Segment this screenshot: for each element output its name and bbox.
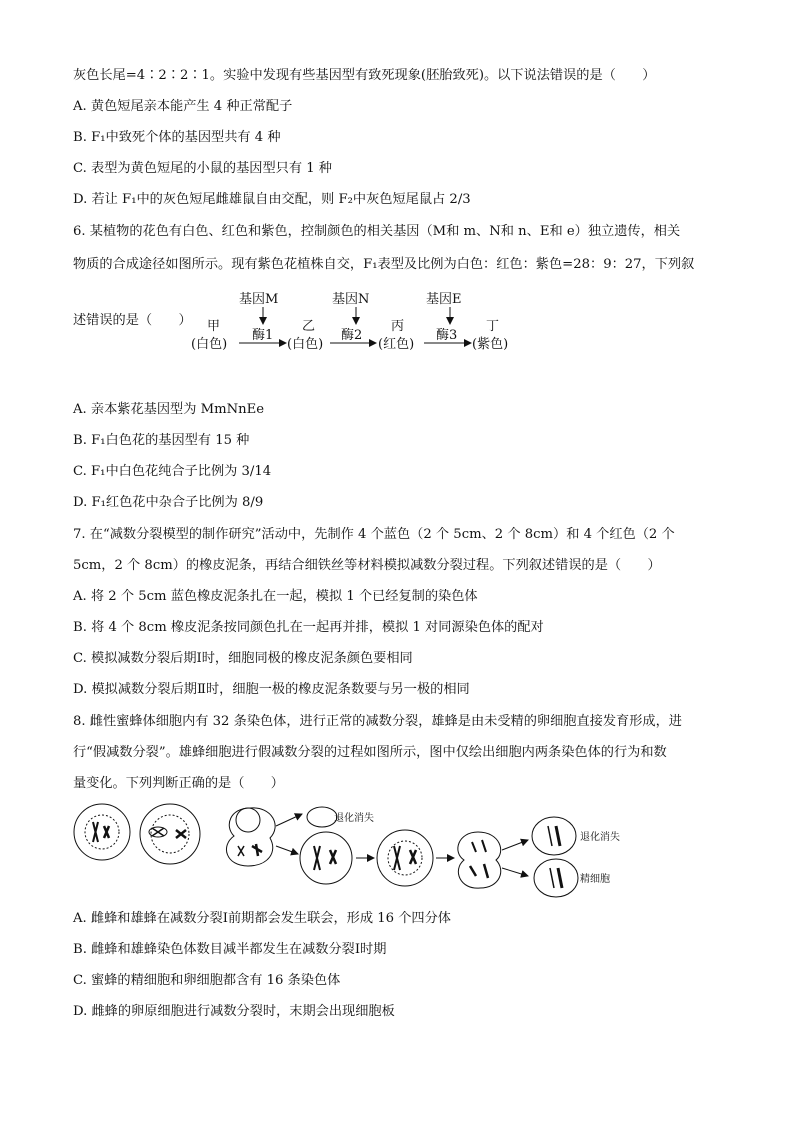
cell-6: [458, 832, 501, 888]
enzyme-1: 酶1: [252, 328, 274, 343]
q5-option-c: C. 表型为黄色短尾的小鼠的基因型只有 1 种: [73, 161, 332, 176]
enzyme-3: 酶3: [436, 328, 458, 343]
q8-option-d: D. 雌蜂的卵原细胞进行减数分裂时，末期会出现细胞板: [73, 1004, 395, 1019]
degenerate-cell-2: [532, 817, 576, 855]
q6-option-b: B. F₁白色花的基因型有 15 种: [73, 433, 250, 448]
substance-bing: 丙: [391, 319, 405, 334]
label-sperm-cell: 精细胞: [580, 874, 610, 885]
q6-option-d: D. F₁红色花中杂合子比例为 8/9: [73, 495, 264, 510]
q6-option-a: A. 亲本紫花基因型为 MmNnEe: [73, 402, 265, 417]
gene-m-label: 基因M: [239, 292, 279, 307]
q8-option-b: B. 雌蜂和雄蜂染色体数目减半都发生在减数分裂Ⅰ时期: [73, 942, 387, 957]
q7-stem-line2: 5cm，2 个 8cm）的橡皮泥条，再结合细铁丝等材料模拟减数分裂过程。下列叙述错误的是（ ）: [73, 558, 661, 573]
substance-ding: 丁: [486, 319, 500, 334]
label-degenerate-1: 退化消失: [334, 813, 374, 824]
q5-option-d: D. 若让 F₁中的灰色短尾雌雄鼠自由交配，则 F₂中灰色短尾鼠占 2/3: [73, 192, 471, 207]
q7-stem-line1: 7. 在“减数分裂模型的制作研究”活动中，先制作 4 个蓝色（2 个 5cm、2 个 8cm）和 4 个红色（2 个: [73, 527, 675, 542]
q6-stem-line1: 6. 某植物的花色有白色、红色和紫色，控制颜色的相关基因（M和 m、N和 n、E和 e）独立遗传，相关: [73, 224, 681, 239]
color-jia: (白色): [191, 337, 228, 352]
q7-option-a: A. 将 2 个 5cm 蓝色橡皮泥条扎在一起，模拟 1 个已经复制的染色体: [73, 589, 478, 604]
q7-option-c: C. 模拟减数分裂后期Ⅰ时，细胞同极的橡皮泥条颜色要相同: [73, 651, 413, 666]
degenerate-cell-1: [307, 807, 337, 827]
q8-stem-line3: 量变化。下列判断正确的是（ ）: [73, 776, 284, 791]
cell-1: [74, 804, 130, 860]
color-bing: (红色): [378, 337, 415, 352]
q5-option-b: B. F₁中致死个体的基因型共有 4 种: [73, 130, 281, 145]
q8-stem-line1: 8. 雌性蜜蜂体细胞内有 32 条染色体，进行正常的减数分裂，雄蜂是由未受精的卵细胞直接发育形成，进: [73, 714, 682, 729]
q6-stem-line3: 述错误的是（ ）: [73, 313, 192, 328]
color-ding: (紫色): [472, 337, 509, 352]
q7-option-d: D. 模拟减数分裂后期Ⅱ时，细胞一极的橡皮泥条数要与另一极的相同: [73, 682, 470, 697]
q6-option-c: C. F₁中白色花纯合子比例为 3/14: [73, 464, 272, 479]
cell-4: [300, 832, 352, 884]
q8-stem-line2: 行“假减数分裂”。雄蜂细胞进行假减数分裂的过程如图所示，图中仅绘出细胞内两条染色体的行为和数: [73, 745, 667, 760]
gene-n-label: 基因N: [332, 292, 370, 307]
label-degenerate-2: 退化消失: [580, 832, 620, 843]
color-yi: (白色): [287, 337, 324, 352]
q5-option-a: A. 黄色短尾亲本能产生 4 种正常配子: [73, 99, 293, 114]
q8-option-a: A. 雌蜂和雄蜂在减数分裂Ⅰ前期都会发生联会，形成 16 个四分体: [73, 911, 451, 926]
q5-stem-tail: 灰色长尾=4∶2∶2∶1。实验中发现有些基因型有致死现象(胚胎致死)。以下说法错误的是（ ）: [73, 68, 656, 83]
gene-e-label: 基因E: [426, 292, 462, 307]
q6-stem-line2: 物质的合成途径如图所示。现有紫色花植株自交，F₁表型及比例为白色：红色：紫色=28：9：27，下列叙: [73, 257, 695, 272]
cell-5: [377, 830, 433, 886]
enzyme-2: 酶2: [341, 328, 363, 343]
sperm-cell: [534, 859, 578, 897]
substance-jia: 甲: [207, 319, 221, 334]
q8-option-c: C. 蜜蜂的精细胞和卵细胞都含有 16 条染色体: [73, 973, 341, 988]
cell-2: [140, 804, 200, 864]
q7-option-b: B. 将 4 个 8cm 橡皮泥条按同颜色扎在一起再并排，模拟 1 对同源染色体的配对: [73, 620, 544, 635]
meiosis-figure: [74, 804, 578, 897]
substance-yi: 乙: [302, 319, 316, 334]
cell-3: [226, 808, 275, 866]
